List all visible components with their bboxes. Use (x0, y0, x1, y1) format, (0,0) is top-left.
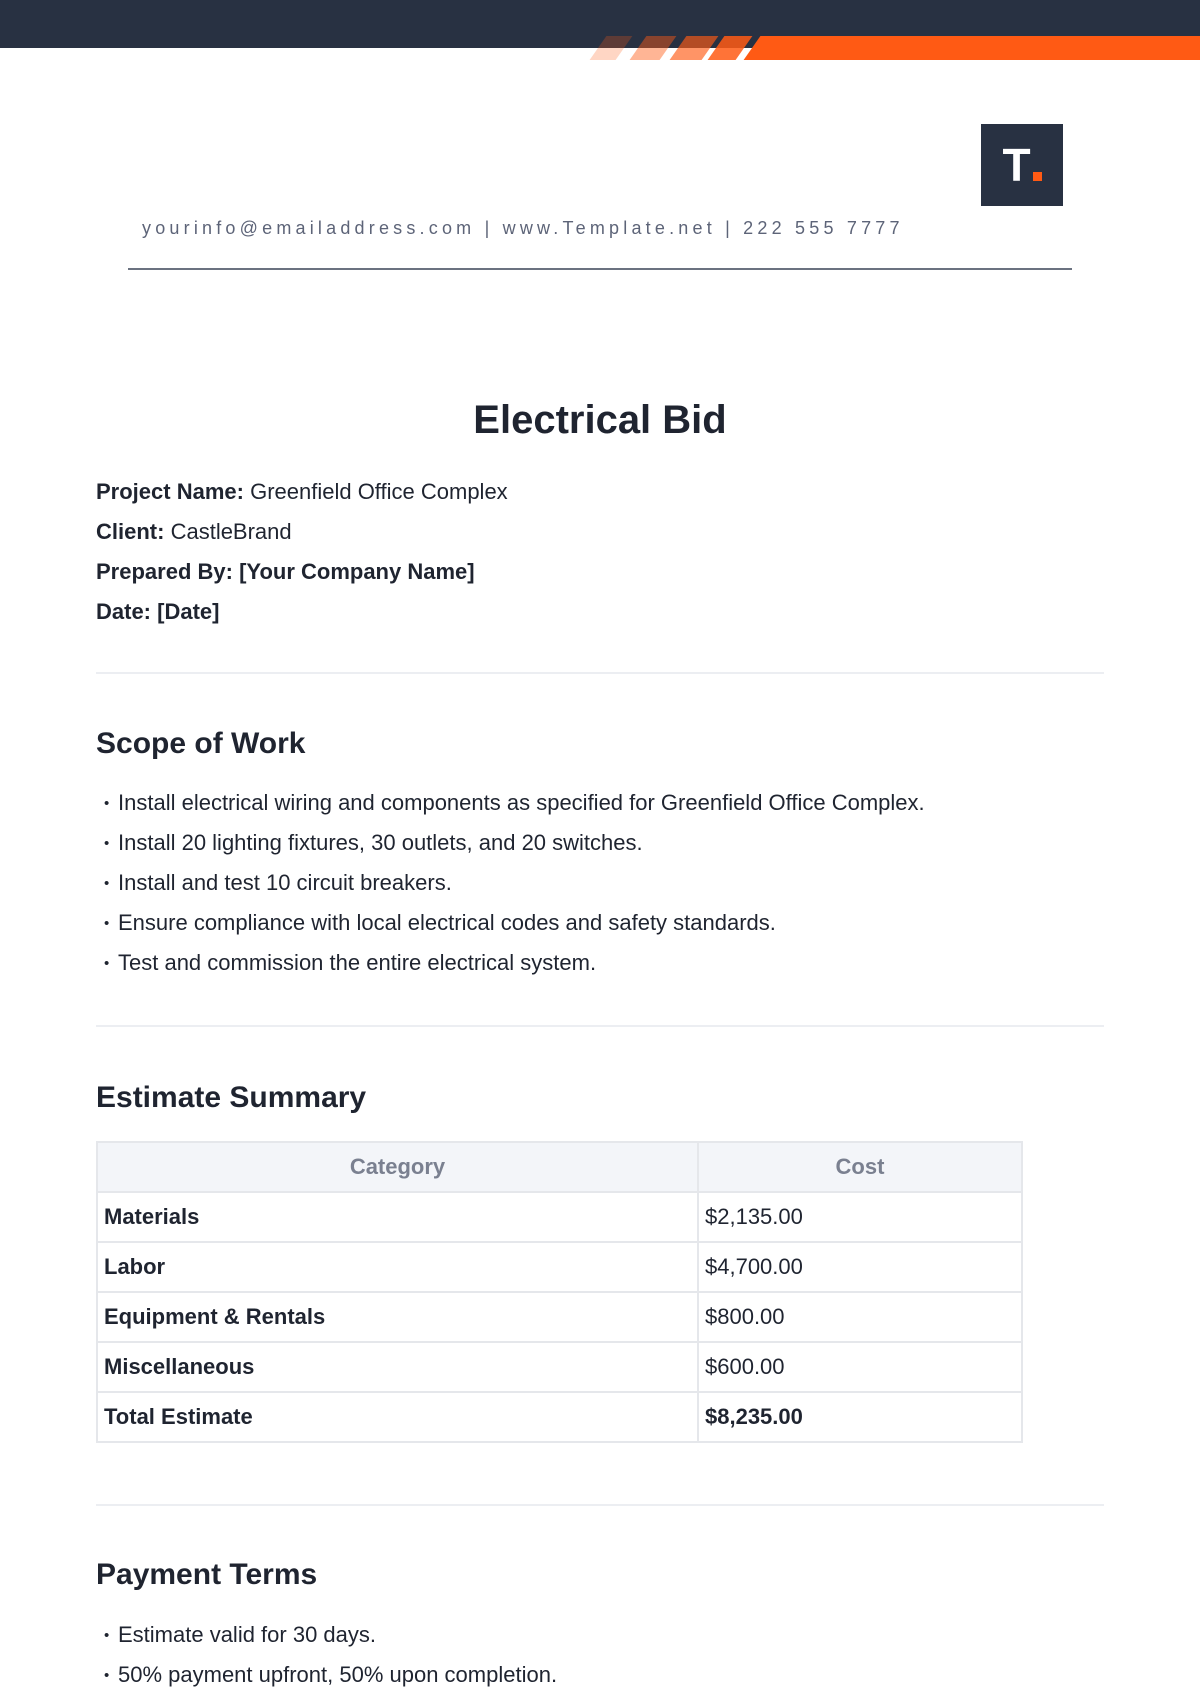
section-divider (96, 672, 1104, 674)
meta-client (96, 512, 508, 552)
meta-label: Prepared By: (96, 559, 233, 584)
logo-letter: T (1002, 139, 1031, 191)
category-cell: Labor (97, 1242, 698, 1292)
meta-prepared-by (96, 552, 508, 592)
column-header-cost: Cost (698, 1142, 1022, 1192)
list-item: • Install and test 10 circuit breakers. (96, 863, 925, 903)
logo-dot-icon (1033, 172, 1042, 181)
meta-label: Project Name: (96, 479, 244, 504)
cost-cell: $800.00 (698, 1292, 1022, 1342)
meta-label: Date: (96, 599, 152, 624)
meta-value: CastleBrand (170, 519, 292, 544)
list-item: • 50% payment upfront, 50% upon completion. (96, 1655, 557, 1695)
estimate-table (96, 1141, 1023, 1443)
cost-cell: $600.00 (698, 1342, 1022, 1392)
scope-list (96, 783, 925, 983)
section-divider (96, 1025, 1104, 1027)
accent-band (744, 36, 1200, 60)
table-row (97, 1292, 1022, 1342)
contact-info: yourinfo@emailaddress.com | www.Template.net | 222 555 7777 (142, 218, 904, 238)
meta-label: Client: (96, 519, 165, 544)
column-header-category: Category (97, 1142, 698, 1192)
table-row (97, 1242, 1022, 1292)
cost-cell: $2,135.00 (698, 1192, 1022, 1242)
scope-title: Scope of Work (96, 727, 306, 760)
cost-cell: $4,700.00 (698, 1242, 1022, 1292)
payment-title: Payment Terms (96, 1558, 318, 1591)
list-item: • Install electrical wiring and components as specified for Greenfield Office Complex. (96, 783, 925, 823)
estimate-title: Estimate Summary (96, 1081, 367, 1114)
section-divider (96, 1504, 1104, 1506)
total-row (97, 1392, 1022, 1442)
category-cell: Miscellaneous (97, 1342, 698, 1392)
table-row (97, 1192, 1022, 1242)
list-item: • Test and commission the entire electrical system. (96, 943, 925, 983)
category-cell: Materials (97, 1192, 698, 1242)
meta-date (96, 592, 508, 632)
list-item: • Ensure compliance with local electrical codes and safety standards. (96, 903, 925, 943)
list-item: • Install 20 lighting fixtures, 30 outlets, and 20 switches. (96, 823, 925, 863)
meta-project-name (96, 472, 508, 512)
category-cell: Equipment & Rentals (97, 1292, 698, 1342)
total-cost-cell: $8,235.00 (698, 1392, 1022, 1442)
payment-list (96, 1615, 557, 1695)
meta-value: Greenfield Office Complex (250, 479, 508, 504)
header-divider (128, 268, 1072, 270)
table-row (97, 1342, 1022, 1392)
document-title: Electrical Bid (473, 398, 727, 442)
company-logo (981, 124, 1063, 206)
meta-value: [Date] (157, 599, 220, 624)
project-meta (96, 472, 508, 632)
category-cell: Total Estimate (97, 1392, 698, 1442)
table-header-row (97, 1142, 1022, 1192)
meta-value: [Your Company Name] (239, 559, 475, 584)
list-item: • Estimate valid for 30 days. (96, 1615, 557, 1655)
